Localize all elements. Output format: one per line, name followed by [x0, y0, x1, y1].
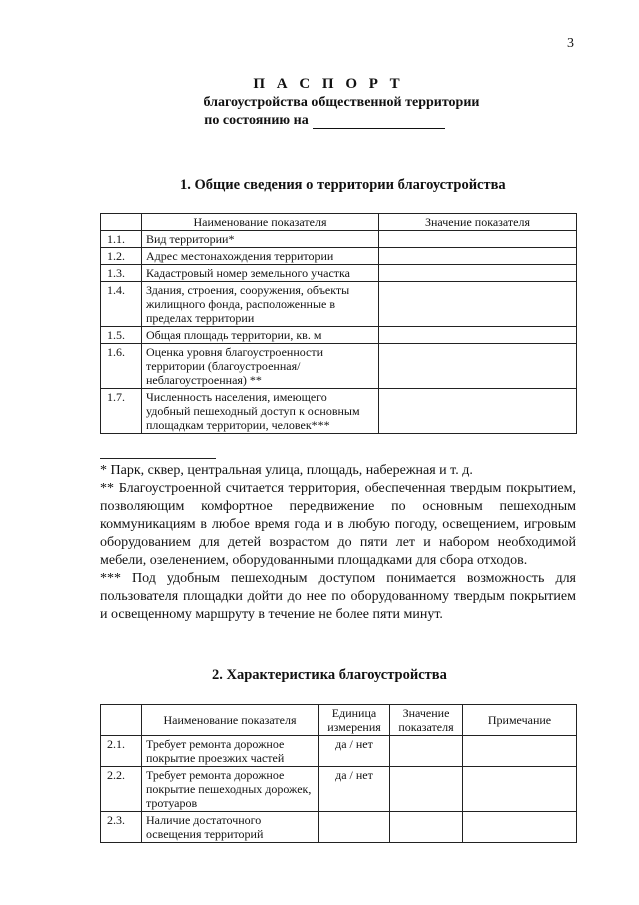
table-row [101, 767, 577, 812]
table-header-cell: Наименование показателя [142, 214, 379, 231]
row-name: Наличие достаточного освещения территорий [142, 812, 319, 843]
characteristics-table [100, 704, 577, 843]
row-value [379, 282, 577, 327]
row-value [379, 231, 577, 248]
row-value [390, 767, 463, 812]
row-value [379, 265, 577, 282]
date-blank-field [313, 114, 445, 129]
row-number: 1.3. [101, 265, 142, 282]
row-note [463, 736, 577, 767]
table-row [101, 327, 577, 344]
footnote: *** Под удобным пешеходным доступом понимается возможность для пользователя площадки дойти до нее по оборудованному твердым покрытием и освещенному маршруту в течение не более пяти минут. [100, 571, 576, 622]
row-note [463, 812, 577, 843]
row-note [463, 767, 577, 812]
row-name: Адрес местонахождения территории [142, 248, 379, 265]
footnote: ** Благоустроенной считается территория, обеспеченная твердым покрытием, позволяющим комфортное передвижение по основным пешеходным коммуникациям в любое время года и в любую погоду, освещением, игровым оборудованием для детей возрастом до пяти лет и набором необходимой мебели, озеленением, оборудованными площадками для сбора отходов. [100, 481, 576, 568]
row-unit: да / нет [319, 736, 390, 767]
row-number: 1.2. [101, 248, 142, 265]
table-row [101, 248, 577, 265]
page-number: 3 [567, 36, 574, 51]
row-number: 1.4. [101, 282, 142, 327]
page-title: П А С П О Р Т [253, 76, 404, 92]
table-row [101, 344, 577, 389]
section1-title: 1. Общие сведения о территории благоустройства [180, 177, 506, 193]
section2-title: 2. Характеристика благоустройства [212, 667, 447, 683]
row-name: Кадастровый номер земельного участка [142, 265, 379, 282]
table-header-row [101, 705, 577, 736]
table-header-cell [101, 214, 142, 231]
row-unit [319, 812, 390, 843]
row-name: Оценка уровня благоустроенности территории (благоустроенная/ неблагоустроенная) ** [142, 344, 379, 389]
row-value [379, 344, 577, 389]
table-header-row [101, 214, 577, 231]
row-name: Общая площадь территории, кв. м [142, 327, 379, 344]
row-value [390, 736, 463, 767]
footnote-divider [100, 458, 216, 459]
row-value [379, 248, 577, 265]
row-name: Здания, строения, сооружения, объекты жилищного фонда, расположенные в пределах территории [142, 282, 379, 327]
footnote: * Парк, сквер, центральная улица, площадь, набережная и т. д. [100, 463, 473, 478]
row-value [379, 327, 577, 344]
table-header-cell: Единица измерения [319, 705, 390, 736]
row-name: Требует ремонта дорожное покрытие проезжих частей [142, 736, 319, 767]
general-info-table [100, 213, 577, 434]
row-number: 1.1. [101, 231, 142, 248]
row-number: 1.7. [101, 389, 142, 434]
page-subtitle: благоустройства общественной территории [203, 95, 480, 110]
passport-header [0, 76, 639, 129]
footnotes [100, 462, 576, 624]
row-number: 2.1. [101, 736, 142, 767]
row-name: Требует ремонта дорожное покрытие пешеходных дорожек, тротуаров [142, 767, 319, 812]
row-number: 2.2. [101, 767, 142, 812]
row-value [379, 389, 577, 434]
table-row [101, 812, 577, 843]
table-row [101, 282, 577, 327]
table-row [101, 736, 577, 767]
table-header-cell [101, 705, 142, 736]
row-name: Численность населения, имеющего удобный пешеходный доступ к основным площадкам территории, человек*** [142, 389, 379, 434]
row-number: 1.5. [101, 327, 142, 344]
row-unit: да / нет [319, 767, 390, 812]
table-row [101, 265, 577, 282]
table-header-cell: Наименование показателя [142, 705, 319, 736]
status-label: по состоянию на [204, 113, 309, 128]
table-header-cell: Значение показателя [390, 705, 463, 736]
table-header-cell: Примечание [463, 705, 577, 736]
table-row [101, 231, 577, 248]
row-number: 1.6. [101, 344, 142, 389]
row-number: 2.3. [101, 812, 142, 843]
row-value [390, 812, 463, 843]
table-header-cell: Значение показателя [379, 214, 577, 231]
row-name: Вид территории* [142, 231, 379, 248]
status-line [10, 113, 639, 129]
table-row [101, 389, 577, 434]
